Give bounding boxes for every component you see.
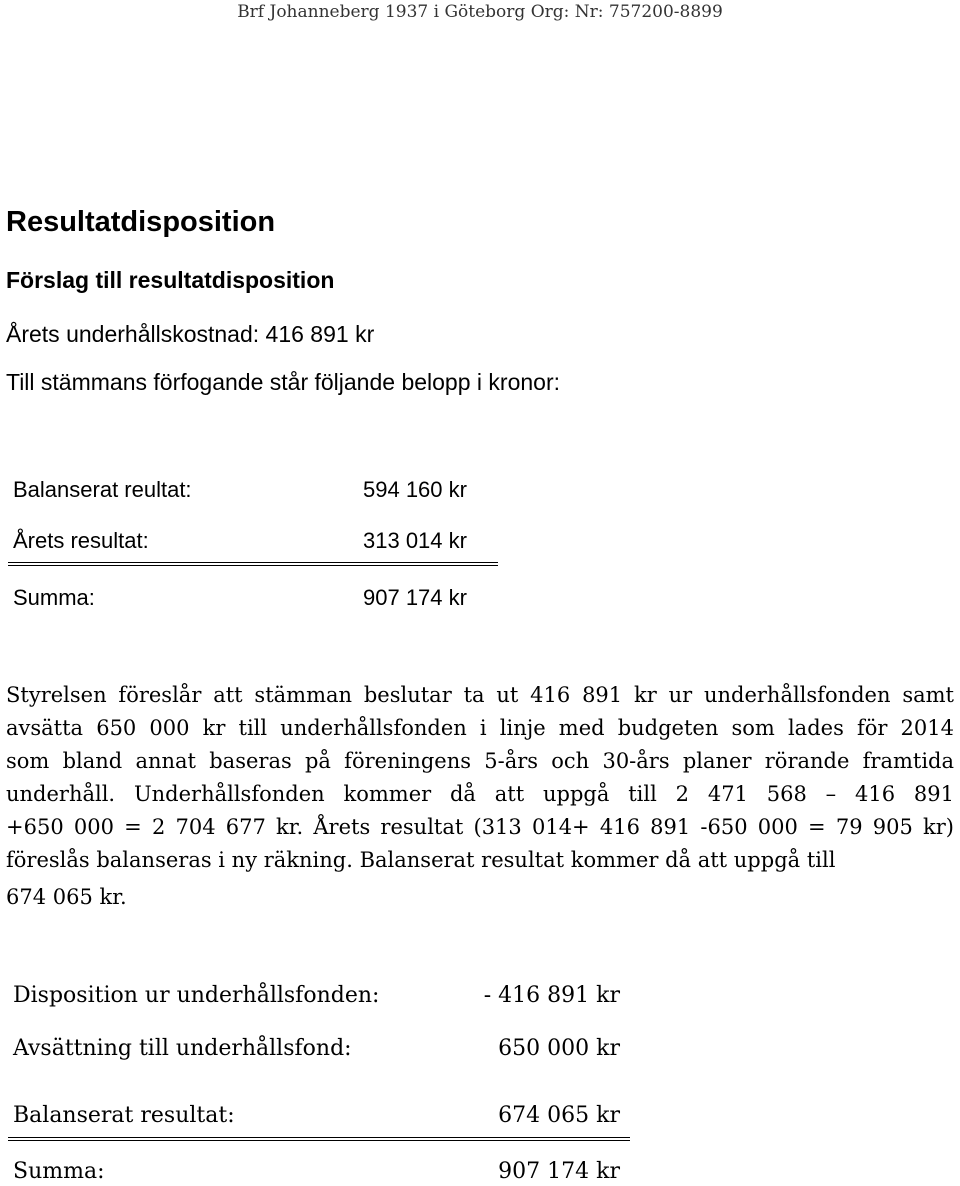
- paragraph-line: underhåll. Underhållsfonden kommer då att uppgå till 2 471 568 – 416 891: [6, 782, 954, 806]
- paragraph-line: Styrelsen föreslår att stämman beslutar ta ut 416 891 kr ur underhållsfonden samt: [6, 683, 954, 707]
- disposition-value-sum: 907 174 kr: [498, 1159, 620, 1184]
- disposition-label-balanced: Balanserat resultat:: [13, 1103, 235, 1128]
- balance-value-sum: 907 174 kr: [363, 585, 467, 610]
- disposition-value-balanced: 674 065 kr: [498, 1103, 620, 1128]
- disposition-label-allocation: Avsättning till underhållsfond:: [13, 1036, 352, 1061]
- disposition-sum-rule: [8, 1137, 630, 1141]
- paragraph-line: 674 065 kr.: [6, 885, 127, 909]
- balance-value-year-result: 313 014 kr: [363, 528, 467, 553]
- maintenance-cost-line: Årets underhållskostnad: 416 891 kr: [6, 321, 375, 347]
- disposition-value-allocation: 650 000 kr: [498, 1036, 620, 1061]
- disposition-value-withdrawal: - 416 891 kr: [483, 983, 620, 1008]
- balance-label-sum: Summa:: [13, 585, 95, 610]
- paragraph-line: som bland annat baseras på föreningens 5-års och 30-års planer rörande framtida: [6, 749, 954, 773]
- available-amount-line: Till stämmans förfogande står följande belopp i kronor:: [6, 369, 560, 395]
- balance-value-balanced: 594 160 kr: [363, 477, 467, 502]
- balance-sum-rule: [8, 562, 498, 566]
- board-proposal-paragraph: [6, 679, 954, 914]
- balance-label-balanced: Balanserat reultat:: [13, 477, 192, 502]
- disposition-label-sum: Summa:: [13, 1159, 105, 1184]
- page-title: Resultatdisposition: [6, 206, 276, 238]
- disposition-label-withdrawal: Disposition ur underhållsfonden:: [13, 983, 380, 1008]
- page-subtitle: Förslag till resultatdisposition: [6, 267, 335, 293]
- paragraph-line: avsätta 650 000 kr till underhållsfonden i linje med budgeten som lades för 2014: [6, 716, 954, 740]
- balance-label-year-result: Årets resultat:: [13, 528, 149, 553]
- paragraph-line: föreslås balanseras i ny räkning. Balanserat resultat kommer då att uppgå till: [6, 848, 836, 872]
- paragraph-line: +650 000 = 2 704 677 kr. Årets resultat (313 014+ 416 891 -650 000 = 79 905 kr): [6, 815, 954, 839]
- document-header: Brf Johanneberg 1937 i Göteborg Org: Nr: 757200-8899: [237, 2, 723, 22]
